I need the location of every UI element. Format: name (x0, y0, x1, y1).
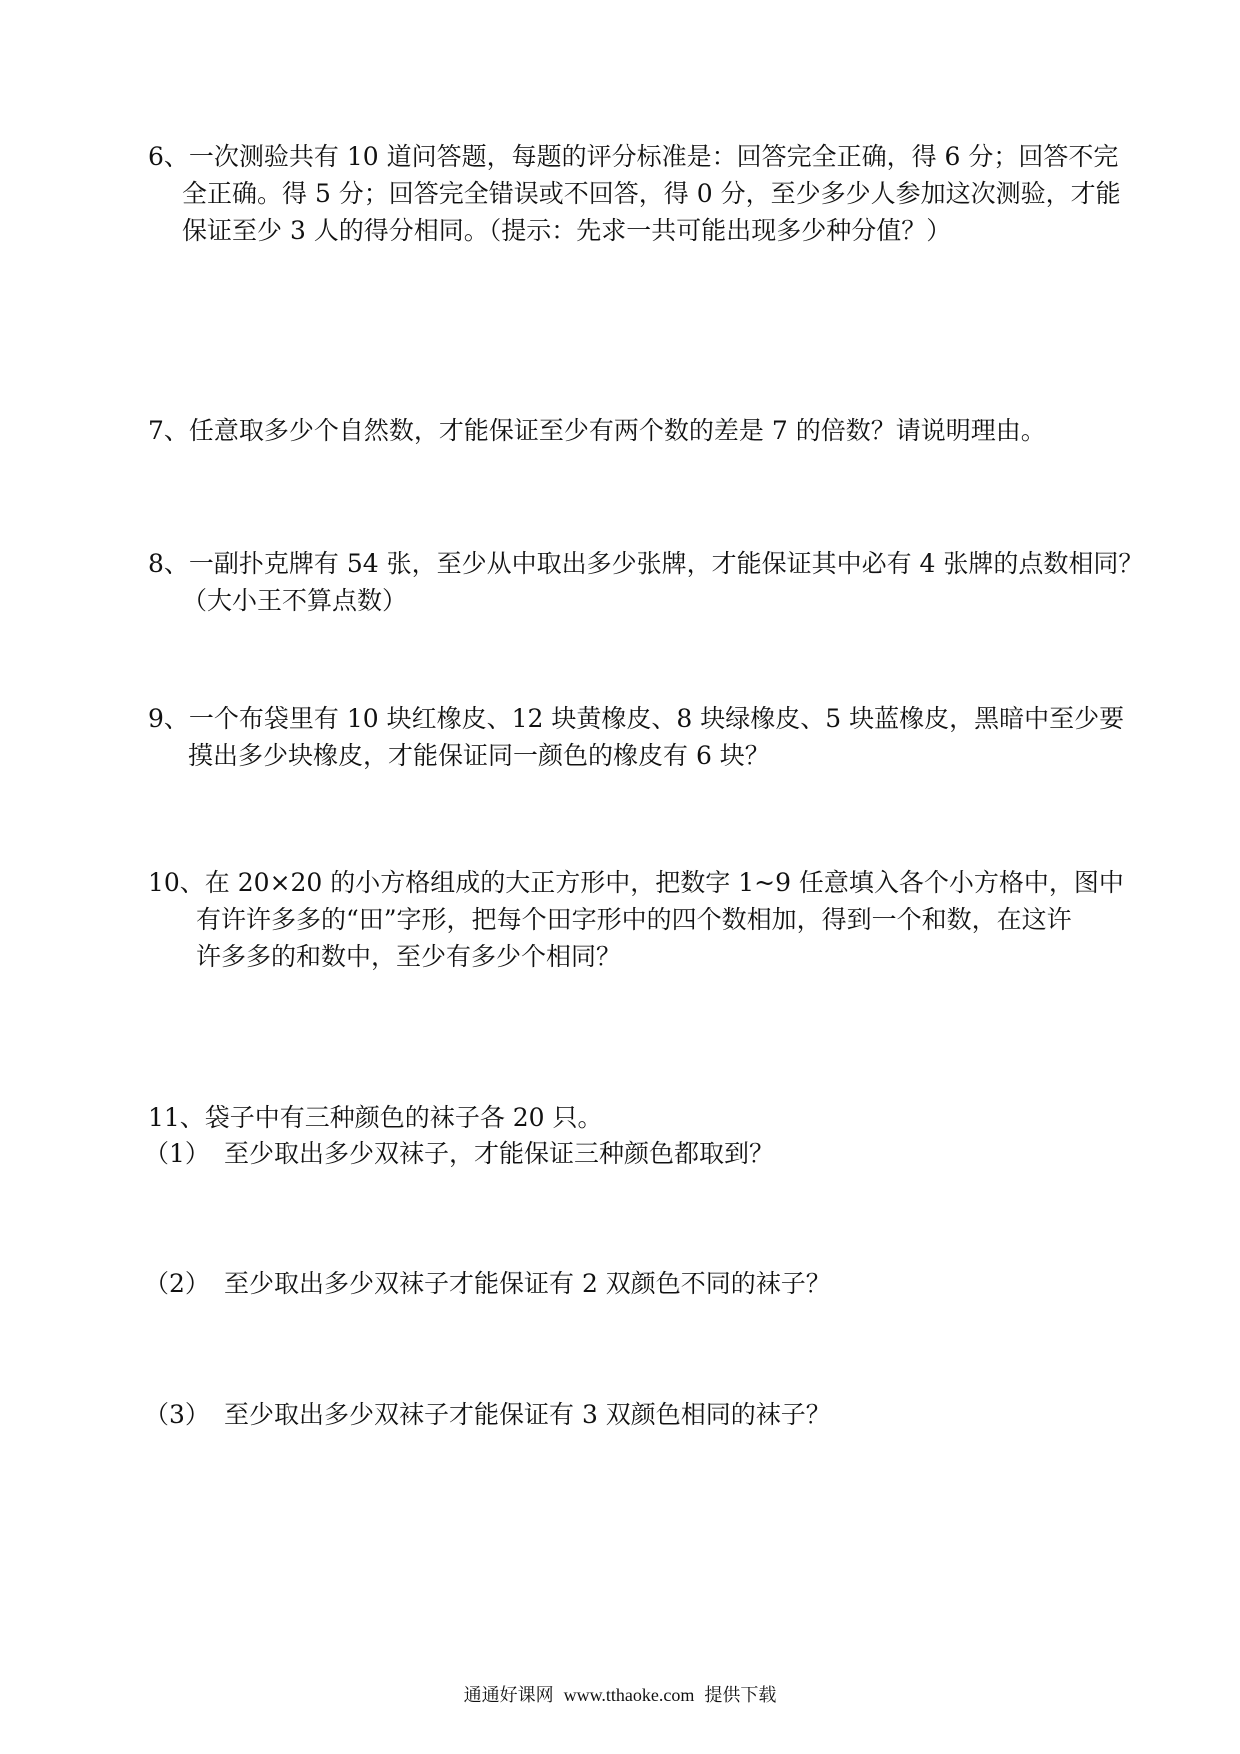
question-10-line-3: 许多多的和数中，至少有多少个相同？ (196, 942, 622, 971)
question-7-line-1: 7、任意取多少个自然数，才能保证至少有两个数的差是 7 的倍数？请说明理由。 (148, 416, 1046, 445)
part-text: 至少取出多少双袜子才能保证有 2 双颜色不同的袜子？ (224, 1269, 831, 1298)
question-7 (148, 412, 1098, 449)
question-6-line-1: 6、一次测验共有 10 道问答题，每题的评分标准是：回答完全正确，得 6 分；回答不完 (148, 142, 1119, 171)
question-11-part-2 (144, 1265, 831, 1302)
question-9 (148, 700, 1125, 774)
question-10-line-2: 有许许多多的“田”字形，把每个田字形中的四个数相加，得到一个和数，在这许 (196, 905, 1072, 934)
part-number: （1） (144, 1139, 210, 1168)
question-6 (148, 138, 1121, 249)
part-text: 至少取出多少双袜子才能保证有 3 双颜色相同的袜子？ (224, 1400, 831, 1429)
footer-suffix: 提供下载 (704, 1685, 777, 1706)
question-10 (148, 864, 1124, 975)
question-8-line-1: 8、一副扑克牌有 54 张，至少从中取出多少张牌，才能保证其中必有 4 张牌的点数相同？ (148, 549, 1144, 578)
part-text: 至少取出多少双袜子，才能保证三种颜色都取到？ (224, 1139, 775, 1168)
question-8 (148, 545, 1144, 619)
footer-url: www.tthaoke.com (563, 1685, 695, 1705)
question-10-line-1: 10、在 20×20 的小方格组成的大正方形中，把数字 1~9 任意填入各个小方格中，图中 (148, 868, 1124, 897)
footer-site-name: 通通好课网 (463, 1685, 554, 1706)
page-footer (0, 1683, 1240, 1708)
question-11-part-1 (144, 1135, 774, 1172)
part-number: （3） (144, 1400, 210, 1429)
question-9-line-1: 9、一个布袋里有 10 块红橡皮、12 块黄橡皮、8 块绿橡皮、5 块蓝橡皮，黑暗中至少要 (148, 704, 1125, 733)
question-9-line-2: 摸出多少块橡皮，才能保证同一颜色的橡皮有 6 块？ (188, 741, 770, 770)
part-number: （2） (144, 1269, 210, 1298)
question-8-line-2: （大小王不算点数） (182, 586, 408, 615)
question-6-line-3: 保证至少 3 人的得分相同。（提示：先求一共可能出现多少种分值？） (182, 216, 952, 245)
question-11-intro: 11、袋子中有三种颜色的袜子各 20 只。 (148, 1103, 603, 1132)
question-11 (148, 1099, 1098, 1136)
question-11-part-3 (144, 1396, 831, 1433)
question-6-line-2: 全正确。得 5 分；回答完全错误或不回答，得 0 分，至少多少人参加这次测验，才能 (182, 179, 1121, 208)
